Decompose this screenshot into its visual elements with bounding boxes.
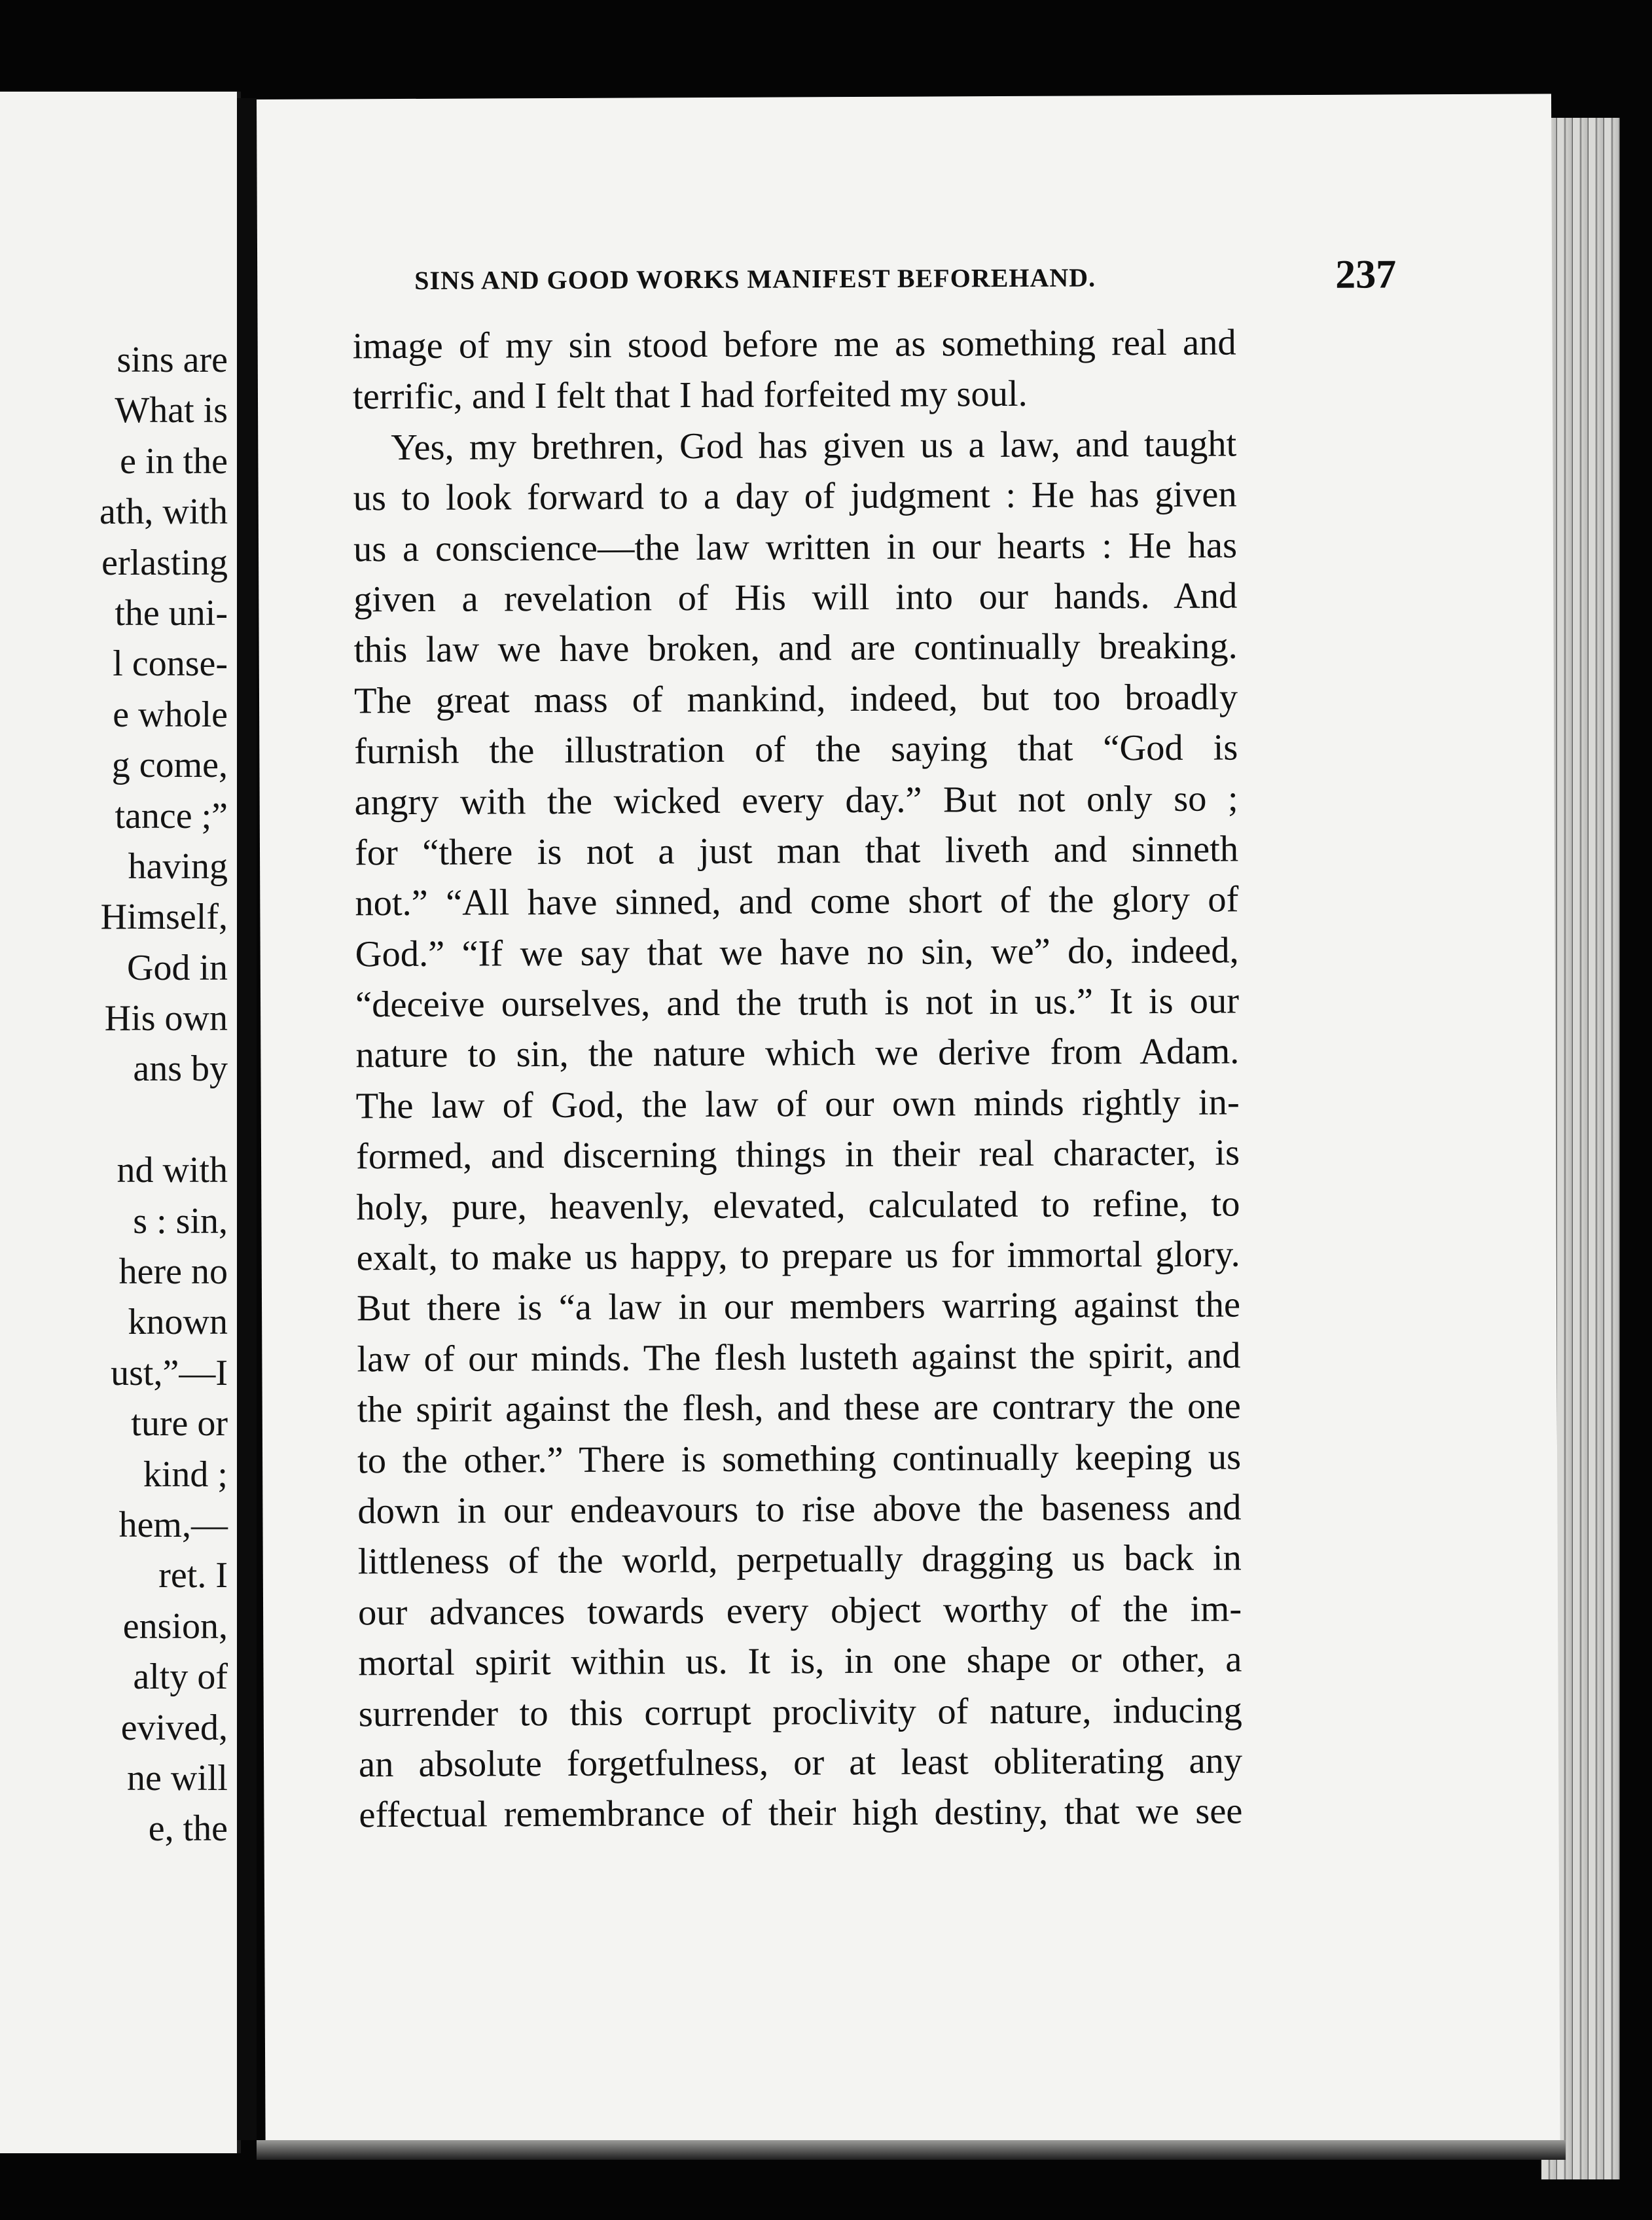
left-text-line: known [128,1302,228,1343]
left-text-line: e in the [120,440,228,482]
text-line: mortal spirit within us. It is, in one shape or other, a [358,1639,1242,1684]
text-line: this law we have broken, and are continually breaking. [353,626,1238,671]
text-line: our advances towards every object worthy of the im- [357,1588,1242,1634]
text-line: The law of God, the law of our own minds rightly in- [355,1082,1240,1127]
text-line: But there is “a law in our members warring against the [356,1284,1241,1329]
left-text-line: God in [127,947,228,988]
left-text-line: here no [118,1251,228,1293]
text-line: law of our minds. The flesh lusteth against the spirit, and [357,1335,1241,1380]
text-line: “deceive ourselves, and the truth is not in us.” It is our [355,980,1240,1026]
page-bottom-shadow [257,2140,1566,2160]
text-line: angry with the wicked every day.” But not only so ; [354,778,1238,823]
left-text-line: nd with [117,1150,228,1191]
text-line: us to look forward to a day of judgment : He has given [353,474,1237,519]
left-text-line [0,1095,228,1145]
left-text-line: e, the [148,1808,228,1850]
left-text-line: hem,— [118,1504,228,1545]
left-page-fragment [0,92,241,2153]
text-line: not.” “All have sinned, and come short of the glory of [355,879,1239,924]
text-line: us a conscience—the law written in our hearts : He has [353,525,1238,569]
left-text-line: ne will [127,1757,228,1799]
left-text-line: His own [104,998,228,1039]
text-line: effectual remembrance of their high destiny, that we see [359,1791,1243,1836]
text-line: to the other.” There is something continually keeping us [357,1437,1242,1481]
left-text-line: having [128,846,228,887]
text-line: down in our endeavours to rise above the baseness and [357,1487,1242,1532]
left-text-line: Himself, [100,897,228,938]
text-line: the spirit against the flesh, and these are contrary the one [357,1386,1241,1431]
left-text-line: ret. I [158,1555,228,1596]
text-line: Yes, my brethren, God has given us a law, and taught [391,423,1237,468]
text-line: nature to sin, the nature which we derive from Adam. [355,1031,1240,1076]
left-text-line: l conse- [113,643,228,685]
text-line: holy, pure, heavenly, elevated, calculated to refine, to [356,1183,1240,1228]
left-text-line: ension, [122,1605,228,1647]
running-title: SINS AND GOOD WORKS MANIFEST BEFOREHAND. [414,262,1096,295]
text-line: formed, and discerning things in their real character, is [355,1132,1240,1177]
left-text-line: What is [115,390,228,431]
left-text-line: ture or [131,1403,228,1444]
body-text [352,317,1242,1841]
text-line: littleness of the world, perpetually dragging us back in [357,1537,1242,1583]
text-line: The great mass of mankind, indeed, but too broadly [353,677,1238,722]
right-page [257,94,1560,2155]
text-line: an absolute forgetfulness, or at least obliterating any [358,1740,1243,1785]
left-text-line: ust,”—I [111,1352,228,1393]
page-number: 237 [1335,252,1397,297]
left-text-line: g come, [111,745,228,786]
text-line: God.” “If we say that we have no sin, we” do, indeed, [355,930,1239,975]
text-line: image of my sin stood before me as something real and [352,322,1236,367]
left-text-line: erlasting [101,542,228,583]
text-line: given a revelation of His will into our hands. And [353,575,1238,620]
text-line: terrific, and I felt that I had forfeited my soul. [352,374,1028,418]
left-text-line: evived, [120,1707,228,1748]
book-gutter [237,98,257,2140]
left-text-line: e whole [113,694,228,735]
left-text-line: sins are [117,340,228,380]
left-page-text [0,335,228,1855]
running-head [414,251,1396,308]
left-text-line: kind ; [143,1454,228,1495]
left-text-line: tance ;” [115,795,228,836]
left-text-line: the uni- [115,592,228,634]
left-text-line: ans by [133,1048,228,1090]
left-text-line: s : sin, [133,1200,228,1242]
left-text-line: ath, with [99,492,228,533]
text-line: furnish the illustration of the saying that “God is [354,727,1238,772]
text-line: exalt, to make us happy, to prepare us for immortal glory. [356,1234,1240,1279]
text-line: for “there is not a just man that liveth and sinneth [354,829,1239,874]
left-text-line: alty of [133,1656,228,1698]
text-line: surrender to this corrupt proclivity of nature, inducing [358,1690,1242,1734]
